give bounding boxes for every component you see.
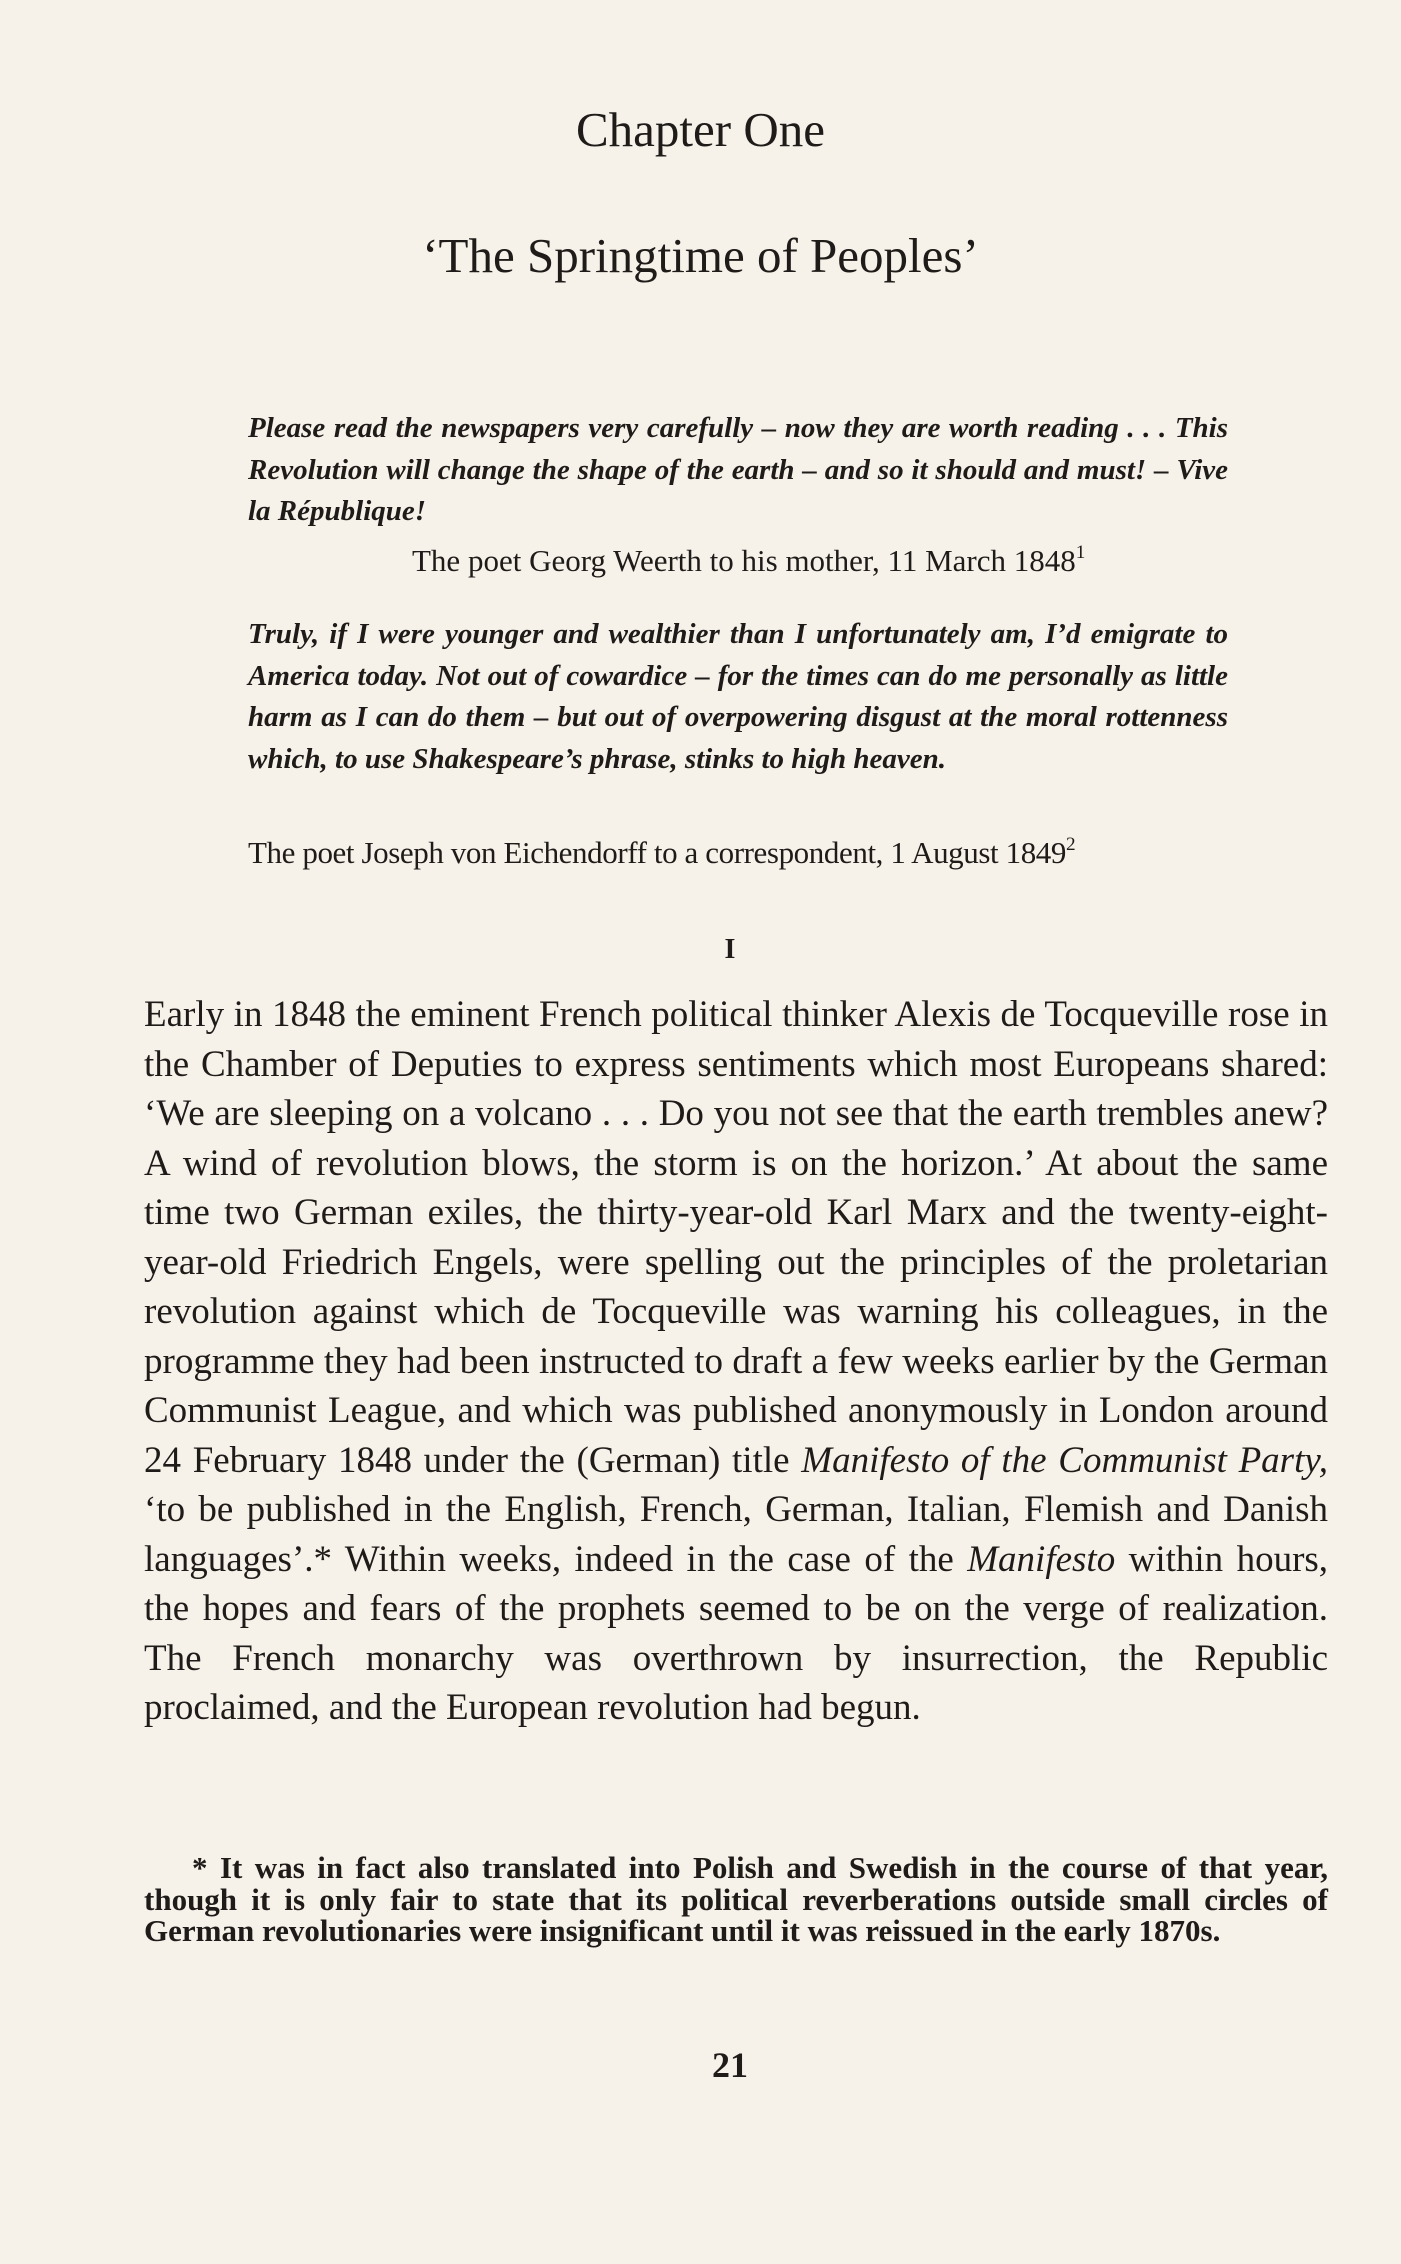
section-number: I	[724, 934, 736, 965]
epigraph-attribution-weerth	[412, 541, 1085, 581]
footnote	[144, 1852, 1328, 1947]
page-number: 21	[712, 2045, 748, 2085]
book-title-short: Manifesto	[967, 1538, 1116, 1580]
body-text-part: ‘to be published in the English, French, German, Italian, Flemish and Danish languages’.* Within weeks, indeed in the case of the	[144, 1489, 1328, 1580]
attribution-text: The poet Georg Weerth to his mother, 11 March 1848	[412, 543, 1076, 578]
epigraph-quote-weerth: Please read the newspapers very carefully – now they are worth reading . . . This Revolution will change the shape of the earth – and so it should and must! – Vive la République!	[248, 412, 1228, 527]
body-text-part: Early in 1848 the eminent French political thinker Alexis de Tocqueville rose in the Chamber of Deputies to express sentiments which most Europeans shared: ‘We are sleeping on a volcano . . . Do you not see that the earth trembles anew? A wind of revolution blows, the storm is on the horizon.’ At about the same time two German exiles, the thirty-year-old Karl Marx and the twenty-eight-year-old Friedrich Engels, were spelling out the principles of the proletarian revolution against which de Tocqueville was warning his colleagues, in the programme they had been instructed to draft a few weeks earlier by the German Communist League, and which was published anonymously in London around 24 February 1848 under the (German) title	[144, 994, 1328, 1481]
footnote-text: * It was in fact also translated into Polish and Swedish in the course of that year, though it is only fair to state that its political reverberations outside small circles of German revolutionaries were insignificant until it was reissued in the early 1870s.	[144, 1850, 1328, 1948]
epigraph-quote-eichendorff: Truly, if I were younger and wealthier than I unfortunately am, I’d emigrate to America today. Not out of cowardice – for the times can do me personally as little harm as I can do them – but out of overpowering disgust at the moral rottenness which, to use Shakespeare’s phrase, stinks to high heaven.	[248, 618, 1228, 775]
note-reference: 2	[1066, 833, 1076, 855]
chapter-heading: Chapter One	[576, 102, 825, 157]
body-paragraph	[144, 990, 1328, 1733]
book-title: Manifesto of the Communist Party,	[801, 1439, 1328, 1481]
epigraph-attribution-eichendorff	[248, 833, 1075, 873]
body-text-part: within hours, the hopes and fears of the prophets seemed to be on the verge of realization. The French monarchy was overthrown by insurrection, the Republic proclaimed, and the European revolution had begun.	[144, 1538, 1329, 1728]
attribution-text: The poet Joseph von Eichendorff to a correspondent, 1 August 1849	[248, 835, 1067, 870]
note-reference: 1	[1075, 541, 1086, 563]
chapter-title: ‘The Springtime of Peoples’	[422, 228, 979, 283]
